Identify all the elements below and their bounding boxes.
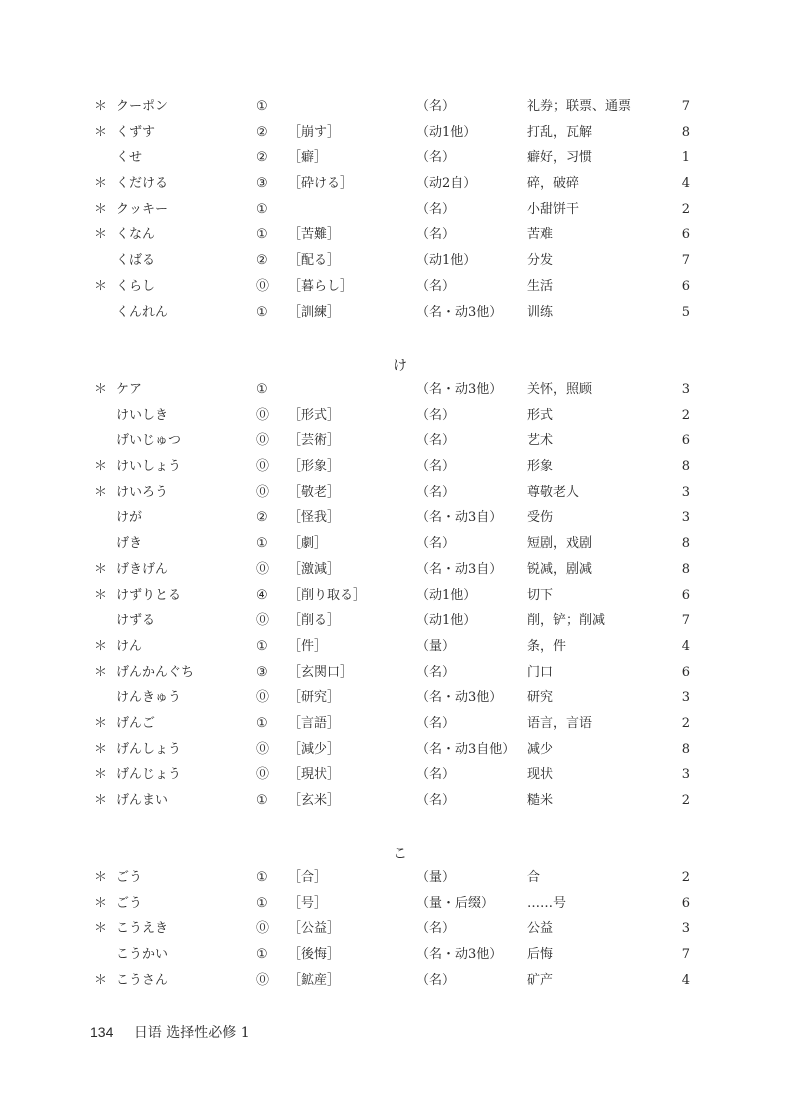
- vocab-unit: 8: [681, 536, 690, 552]
- vocab-accent: ⓪: [256, 972, 270, 988]
- vocab-kana: クッキー: [116, 201, 169, 217]
- vocab-meaning: 减少: [527, 741, 554, 757]
- vocab-meaning: ……号: [527, 895, 567, 911]
- vocab-meaning: 癖好，习惯: [527, 150, 593, 166]
- vocab-unit: 8: [681, 741, 690, 757]
- vocab-accent: ②: [256, 150, 268, 166]
- vocab-kana: くばる: [116, 253, 156, 269]
- vocab-meaning: 现状: [527, 767, 554, 783]
- vocab-accent: ⓪: [256, 613, 270, 629]
- vocab-kanji: ［玄米］: [288, 793, 341, 808]
- vocab-kana: くらし: [116, 278, 156, 294]
- vocab-meaning: 受伤: [527, 510, 554, 526]
- vocab-kanji: ［件］: [288, 638, 328, 654]
- vocab-kanji: ［敬老］: [288, 484, 341, 500]
- vocab-accent: ⓪: [256, 741, 270, 757]
- vocab-row: [0, 428, 800, 454]
- vocab-accent: ①: [256, 715, 268, 731]
- vocab-row: [0, 891, 800, 917]
- vocab-meaning: 分发: [527, 253, 554, 269]
- vocab-unit: 6: [681, 227, 690, 243]
- vocab-unit: 6: [681, 587, 690, 603]
- vocab-unit: 8: [681, 124, 690, 140]
- vocab-pos: （名）: [416, 484, 456, 500]
- section-heading-ko: こ: [393, 846, 407, 862]
- vocab-unit: 7: [681, 253, 690, 269]
- vocab-meaning: 后悔: [527, 947, 554, 963]
- vocab-star: ＊: [94, 124, 108, 140]
- section-ku: [0, 94, 800, 325]
- vocab-star: ＊: [94, 99, 108, 114]
- vocab-kanji: ［公益］: [288, 921, 341, 937]
- vocab-kanji: ［号］: [288, 895, 328, 911]
- vocab-star: ＊: [94, 870, 108, 885]
- vocab-row: [0, 377, 800, 403]
- vocab-meaning: 关怀，照顾: [527, 382, 593, 397]
- vocab-meaning: 形式: [527, 407, 554, 423]
- vocab-accent: ①: [256, 793, 268, 808]
- vocab-kanji: ［暮らし］: [288, 278, 354, 294]
- section-ke: [0, 377, 800, 814]
- vocab-pos: （名・动3他）: [416, 690, 503, 706]
- vocab-pos: （名・动3自）: [416, 561, 503, 577]
- vocab-star: ＊: [94, 278, 108, 294]
- vocab-pos: （名）: [416, 278, 456, 294]
- vocab-star: ＊: [94, 176, 108, 192]
- section-heading-ke: け: [393, 358, 407, 374]
- vocab-kanji: ［劇］: [288, 536, 328, 552]
- vocab-meaning: 苦难: [527, 227, 554, 243]
- vocab-pos: （动1他）: [416, 253, 477, 269]
- vocab-pos: （量・后缀）: [416, 895, 495, 911]
- vocab-row: [0, 145, 800, 171]
- vocab-unit: 4: [681, 176, 690, 192]
- vocab-row: [0, 403, 800, 429]
- vocab-row: [0, 274, 800, 300]
- vocab-accent: ②: [256, 253, 268, 269]
- vocab-unit: 6: [681, 278, 690, 294]
- vocab-accent: ③: [256, 176, 268, 192]
- vocab-accent: ④: [256, 587, 268, 603]
- vocab-unit: 3: [681, 921, 690, 937]
- vocab-star: ＊: [94, 767, 108, 783]
- vocab-kana: こうさん: [116, 972, 169, 988]
- vocab-star: ＊: [94, 793, 108, 808]
- vocab-unit: 3: [681, 510, 690, 526]
- vocab-pos: （动1他）: [416, 124, 477, 140]
- vocab-star: ＊: [94, 664, 108, 680]
- vocab-row: [0, 197, 800, 223]
- vocab-kana: げんかんぐち: [116, 664, 195, 680]
- vocab-unit: 3: [681, 690, 690, 706]
- vocab-kana: けずりとる: [116, 587, 182, 603]
- section-ko: [0, 865, 800, 993]
- vocab-pos: （动2自）: [416, 176, 477, 192]
- vocab-unit: 7: [681, 613, 690, 629]
- vocab-kana: げきげん: [116, 561, 169, 577]
- vocab-accent: ①: [256, 895, 268, 911]
- vocab-star: ＊: [94, 484, 108, 500]
- vocab-row: [0, 171, 800, 197]
- vocab-pos: （名）: [416, 921, 456, 937]
- page-number: 134: [90, 1024, 114, 1040]
- vocab-pos: （名）: [416, 767, 456, 783]
- vocab-kanji: ［形式］: [288, 407, 341, 423]
- vocab-accent: ⓪: [256, 278, 270, 294]
- vocab-meaning: 训练: [527, 304, 554, 320]
- vocab-accent: ①: [256, 227, 268, 243]
- vocab-kanji: ［鉱産］: [288, 972, 341, 988]
- vocab-kana: けずる: [116, 613, 156, 629]
- vocab-unit: 4: [681, 972, 690, 988]
- vocab-pos: （名）: [416, 201, 456, 217]
- vocab-meaning: 碎，破碎: [527, 176, 580, 192]
- vocab-kanji: ［玄関口］: [288, 664, 354, 680]
- vocab-pos: （名）: [416, 407, 456, 423]
- vocab-meaning: 锐减，剧减: [527, 561, 593, 577]
- vocab-kanji: ［芸術］: [288, 433, 341, 449]
- vocab-star: ＊: [94, 741, 108, 757]
- vocab-accent: ①: [256, 201, 268, 217]
- vocab-kanji: ［癖］: [288, 150, 328, 166]
- vocab-pos: （名）: [416, 715, 456, 731]
- vocab-pos: （名・动3他）: [416, 304, 503, 320]
- vocab-accent: ⓪: [256, 921, 270, 937]
- vocab-kanji: ［怪我］: [288, 510, 341, 526]
- vocab-kanji: ［削る］: [288, 613, 341, 629]
- vocab-kana: こうかい: [116, 947, 169, 963]
- vocab-meaning: 合: [527, 870, 541, 885]
- vocab-pos: （名）: [416, 150, 456, 166]
- vocab-pos: （名）: [416, 536, 456, 552]
- vocab-accent: ⓪: [256, 690, 270, 706]
- vocab-unit: 3: [681, 382, 690, 397]
- vocab-row: [0, 557, 800, 583]
- vocab-kana: げんじょう: [116, 767, 182, 783]
- vocab-kana: こうえき: [116, 921, 169, 937]
- vocab-kana: げんしょう: [116, 741, 182, 757]
- vocab-kanji: ［後悔］: [288, 947, 341, 963]
- vocab-row: [0, 505, 800, 531]
- vocab-unit: 7: [681, 947, 690, 963]
- vocab-kanji: ［減少］: [288, 741, 341, 757]
- vocab-star: ＊: [94, 227, 108, 243]
- vocab-accent: ⓪: [256, 484, 270, 500]
- vocab-kana: ケア: [116, 382, 143, 397]
- vocab-unit: 6: [681, 895, 690, 911]
- vocab-kana: けいろう: [116, 484, 169, 500]
- vocab-row: [0, 480, 800, 506]
- vocab-kana: けん: [116, 638, 143, 654]
- vocab-row: [0, 608, 800, 634]
- vocab-accent: ①: [256, 638, 268, 654]
- vocab-pos: （名）: [416, 664, 456, 680]
- vocab-kanji: ［言語］: [288, 715, 341, 731]
- vocab-star: ＊: [94, 459, 108, 475]
- vocab-kanji: ［研究］: [288, 690, 341, 706]
- vocab-star: ＊: [94, 972, 108, 988]
- vocab-unit: 1: [681, 150, 690, 166]
- vocab-unit: 2: [681, 407, 690, 423]
- vocab-kana: くだける: [116, 176, 169, 192]
- vocab-row: [0, 660, 800, 686]
- vocab-unit: 4: [681, 638, 690, 654]
- vocab-meaning: 形象: [527, 459, 554, 475]
- vocab-meaning: 削，铲；削减: [527, 613, 606, 629]
- vocab-kana: クーポン: [116, 99, 169, 114]
- vocab-row: [0, 583, 800, 609]
- vocab-kanji: ［削り取る］: [288, 587, 367, 603]
- vocab-kana: くずす: [116, 124, 156, 140]
- vocab-meaning: 切下: [527, 587, 554, 603]
- vocab-pos: （名・动3他）: [416, 382, 503, 397]
- vocab-unit: 8: [681, 459, 690, 475]
- vocab-unit: 2: [681, 870, 690, 885]
- vocab-star: ＊: [94, 921, 108, 937]
- vocab-kana: げいじゅつ: [116, 433, 182, 449]
- vocab-pos: （名）: [416, 459, 456, 475]
- vocab-kana: けいしょう: [116, 459, 182, 475]
- vocab-star: ＊: [94, 638, 108, 654]
- vocab-kana: げき: [116, 536, 143, 552]
- vocab-meaning: 研究: [527, 690, 554, 706]
- vocab-kana: けいしき: [116, 407, 169, 423]
- vocab-row: [0, 762, 800, 788]
- vocab-meaning: 小甜饼干: [527, 201, 580, 217]
- vocab-unit: 2: [681, 793, 690, 808]
- vocab-row: [0, 94, 800, 120]
- vocab-unit: 6: [681, 433, 690, 449]
- vocab-pos: （名・动3自他）: [416, 741, 516, 757]
- vocab-accent: ①: [256, 870, 268, 885]
- vocab-unit: 5: [681, 304, 690, 320]
- vocab-pos: （名）: [416, 793, 456, 808]
- vocab-kana: ごう: [116, 895, 143, 911]
- vocab-kanji: ［配る］: [288, 253, 341, 269]
- vocab-row: [0, 968, 800, 994]
- page-footer: [90, 1022, 250, 1042]
- vocab-kana: けんきゅう: [116, 690, 182, 706]
- vocab-accent: ⓪: [256, 561, 270, 577]
- vocab-kanji: ［現状］: [288, 767, 341, 783]
- vocab-accent: ①: [256, 947, 268, 963]
- vocab-meaning: 尊敬老人: [527, 484, 580, 500]
- vocab-kanji: ［激減］: [288, 561, 341, 577]
- vocab-pos: （名）: [416, 227, 456, 243]
- vocab-star: ＊: [94, 561, 108, 577]
- vocab-row: [0, 248, 800, 274]
- vocab-unit: 3: [681, 767, 690, 783]
- vocab-meaning: 打乱，瓦解: [527, 124, 593, 140]
- vocab-row: [0, 634, 800, 660]
- vocab-meaning: 语言，言语: [527, 715, 593, 731]
- vocab-kana: くんれん: [116, 304, 169, 320]
- vocab-kana: くせ: [116, 150, 143, 166]
- vocab-meaning: 门口: [527, 664, 554, 680]
- vocab-row: [0, 454, 800, 480]
- vocab-star: ＊: [94, 587, 108, 603]
- vocab-kanji: ［崩す］: [288, 124, 341, 140]
- vocab-meaning: 糙米: [527, 793, 554, 808]
- vocab-meaning: 短剧，戏剧: [527, 536, 593, 552]
- vocab-accent: ①: [256, 99, 268, 114]
- vocab-kanji: ［苦難］: [288, 227, 341, 243]
- vocab-kanji: ［訓練］: [288, 304, 341, 320]
- vocab-pos: （名）: [416, 972, 456, 988]
- vocab-meaning: 生活: [527, 278, 554, 294]
- vocab-kanji: ［砕ける］: [288, 176, 354, 192]
- vocab-pos: （动1他）: [416, 613, 477, 629]
- vocab-accent: ⓪: [256, 433, 270, 449]
- vocab-accent: ①: [256, 382, 268, 397]
- vocab-row: [0, 531, 800, 557]
- vocab-meaning: 礼券；联票、通票: [527, 99, 632, 114]
- vocab-unit: 8: [681, 561, 690, 577]
- vocab-star: ＊: [94, 382, 108, 397]
- vocab-accent: ①: [256, 304, 268, 320]
- vocab-meaning: 条，件: [527, 638, 567, 654]
- vocab-kana: げんご: [116, 715, 156, 731]
- vocab-accent: ②: [256, 124, 268, 140]
- vocab-pos: （名）: [416, 433, 456, 449]
- vocab-row: [0, 916, 800, 942]
- vocab-pos: （名）: [416, 99, 456, 114]
- vocab-unit: 3: [681, 484, 690, 500]
- vocab-row: [0, 865, 800, 891]
- vocab-accent: ③: [256, 664, 268, 680]
- vocab-pos: （量）: [416, 870, 456, 885]
- vocab-meaning: 公益: [527, 921, 554, 937]
- vocab-meaning: 矿产: [527, 972, 554, 988]
- vocab-row: [0, 222, 800, 248]
- vocab-kana: けが: [116, 510, 143, 526]
- vocab-pos: （动1他）: [416, 587, 477, 603]
- vocab-kana: ごう: [116, 870, 143, 885]
- vocab-meaning: 艺术: [527, 433, 554, 449]
- vocab-accent: ⓪: [256, 459, 270, 475]
- vocab-accent: ①: [256, 536, 268, 552]
- vocab-kana: くなん: [116, 227, 156, 243]
- vocab-row: [0, 711, 800, 737]
- vocab-kanji: ［形象］: [288, 459, 341, 475]
- vocab-unit: 2: [681, 715, 690, 731]
- vocab-star: ＊: [94, 201, 108, 217]
- vocab-unit: 7: [681, 99, 690, 114]
- vocab-pos: （名・动3他）: [416, 947, 503, 963]
- vocab-unit: 2: [681, 201, 690, 217]
- vocab-star: ＊: [94, 895, 108, 911]
- vocab-row: [0, 120, 800, 146]
- vocab-unit: 6: [681, 664, 690, 680]
- vocab-row: [0, 300, 800, 326]
- vocab-accent: ⓪: [256, 767, 270, 783]
- vocab-accent: ⓪: [256, 407, 270, 423]
- vocab-kanji: ［合］: [288, 870, 328, 885]
- vocab-pos: （名・动3自）: [416, 510, 503, 526]
- vocab-row: [0, 737, 800, 763]
- vocab-accent: ②: [256, 510, 268, 526]
- vocab-kana: げんまい: [116, 793, 169, 808]
- vocab-pos: （量）: [416, 638, 456, 654]
- vocab-row: [0, 685, 800, 711]
- vocab-row: [0, 788, 800, 814]
- vocab-row: [0, 942, 800, 968]
- book-title: 日语 选择性必修 1: [133, 1025, 250, 1041]
- vocab-star: ＊: [94, 715, 108, 731]
